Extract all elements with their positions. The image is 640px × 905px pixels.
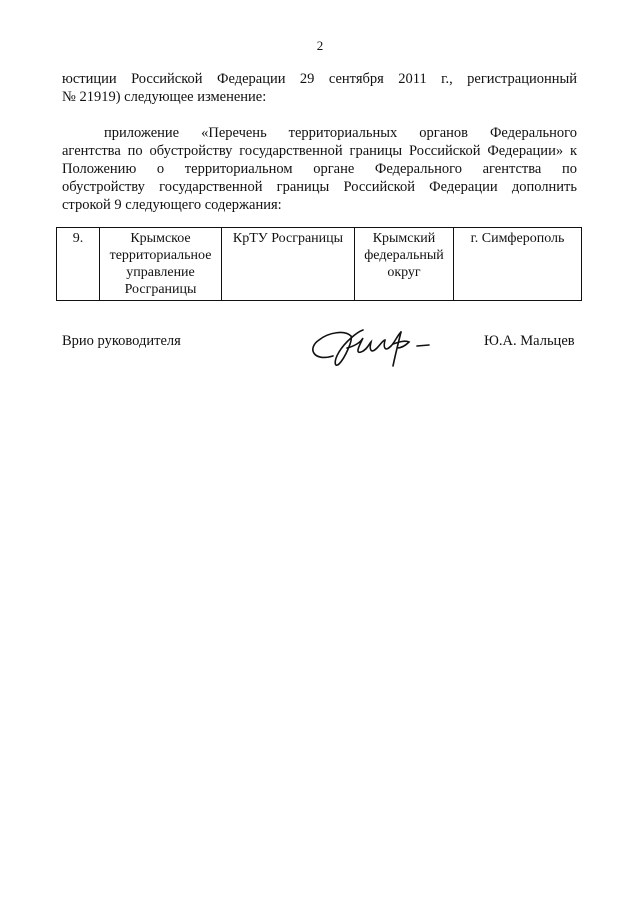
appendix-table (56, 227, 582, 301)
signatory-name: Ю.А. Мальцев (484, 333, 575, 349)
table-row (57, 228, 582, 301)
row-number-cell: 9. (57, 228, 100, 301)
text-line: агентства по обустройству государственной границы Российской Федерации» к (62, 143, 577, 159)
short-name-cell: КрТУ Росграницы (222, 228, 355, 301)
organ-name-cell (100, 228, 222, 301)
text-line: Положению о территориальном органе Федерального агентства по (62, 161, 577, 177)
cell-line: Крымское (130, 231, 191, 246)
cell-line: территориальное (109, 248, 212, 263)
signatory-title: Врио руководителя (62, 333, 181, 349)
text-line: строкой 9 следующего содержания: (62, 197, 282, 213)
federal-district-cell (355, 228, 454, 301)
cell-line: Росграницы (124, 282, 197, 297)
paragraph-amendment (62, 124, 577, 214)
text-line: юстиции Российской Федерации 29 сентября 2011 г., регистрационный (62, 71, 577, 87)
cell-line: Крымский (372, 231, 436, 246)
cell-line: округ (387, 265, 421, 280)
cell-line: управление (126, 265, 195, 280)
city-cell: г. Симферополь (454, 228, 582, 301)
page-number: 2 (316, 38, 324, 53)
handwritten-signature (305, 318, 455, 373)
text-line: приложение «Перечень территориальных органов Федерального (104, 125, 577, 141)
cell-line: федеральный (364, 248, 444, 263)
paragraph-continuation (62, 70, 577, 106)
text-line: № 21919) следующее изменение: (62, 89, 267, 105)
text-line: обустройству государственной границы Российской Федерации дополнить (62, 179, 577, 195)
